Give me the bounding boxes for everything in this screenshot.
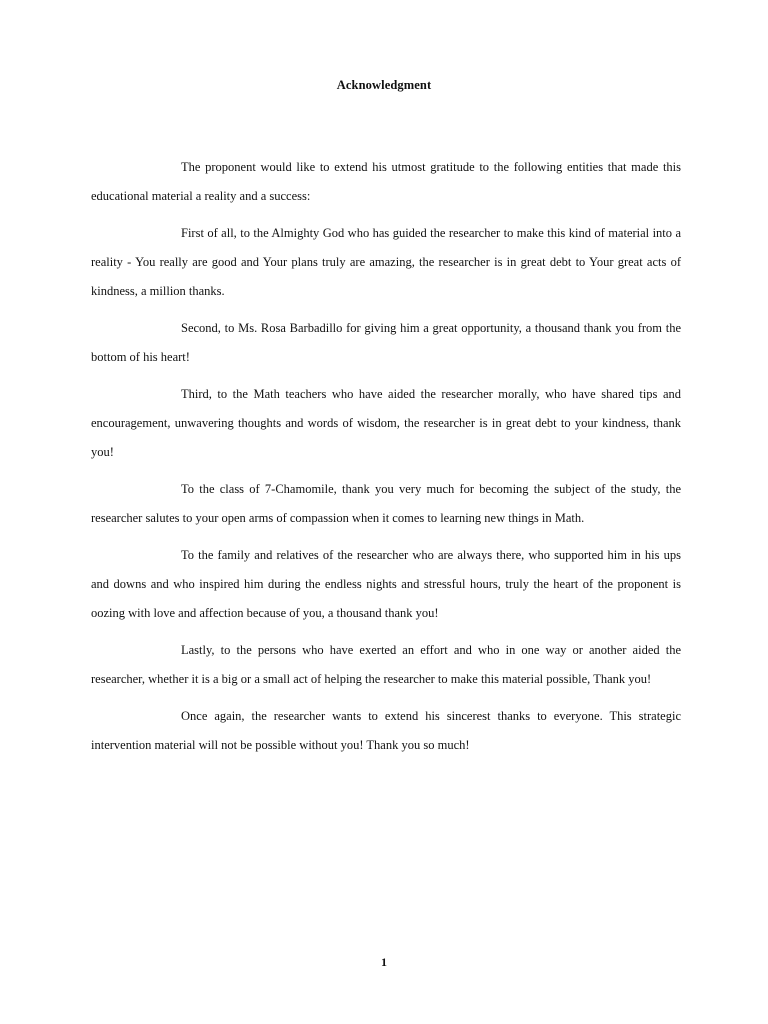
paragraph-closing: Once again, the researcher wants to extend his sincerest thanks to everyone. This strategic intervention material will not be possible without you! Thank you so much! <box>91 709 681 752</box>
paragraph-family: To the family and relatives of the researcher who are always there, who supported him in his ups and downs and who inspired him during the endless nights and stressful hours, truly the heart of the proponent is oozing with love and affection because of you, a thousand thank you! <box>91 548 681 620</box>
paragraph-god: First of all, to the Almighty God who has guided the researcher to make this kind of material into a reality - You really are good and Your plans truly are amazing, the researcher is in great debt to Your great acts of kindness, a million thanks. <box>91 226 681 298</box>
paragraph-math-teachers: Third, to the Math teachers who have aided the researcher morally, who have shared tips and encouragement, unwavering thoughts and words of wisdom, the researcher is in great debt to your kindness, thank you! <box>91 387 681 459</box>
page-number: 1 <box>381 955 387 969</box>
page-title: Acknowledgment <box>336 78 432 92</box>
acknowledgment-body <box>91 153 681 768</box>
paragraph-class: To the class of 7-Chamomile, thank you very much for becoming the subject of the study, the researcher salutes to your open arms of compassion when it comes to learning new things in Math. <box>91 482 681 525</box>
paragraph-barbadillo: Second, to Ms. Rosa Barbadillo for giving him a great opportunity, a thousand thank you from the bottom of his heart! <box>91 321 681 364</box>
paragraph-persons: Lastly, to the persons who have exerted an effort and who in one way or another aided the researcher, whether it is a big or a small act of helping the researcher to make this material possible, Thank you! <box>91 643 681 686</box>
paragraph-intro: The proponent would like to extend his utmost gratitude to the following entities that made this educational material a reality and a success: <box>91 160 681 203</box>
